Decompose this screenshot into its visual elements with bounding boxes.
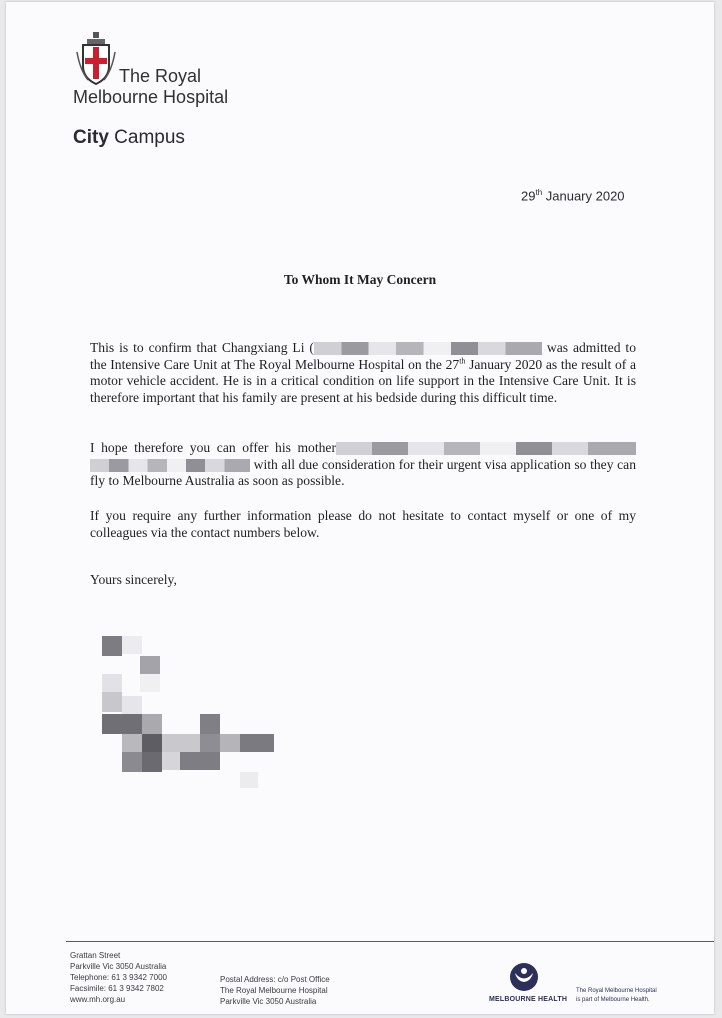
hospital-name-line1: The Royal — [119, 66, 202, 86]
date-day: 29 — [521, 188, 536, 204]
campus-bold: City — [73, 127, 109, 148]
p1-part-b: was admitted to the Intensive Care Unit at The Royal Melbourne Hospital on the 27 — [90, 340, 637, 372]
hospital-crest-icon — [76, 30, 116, 88]
postal-line: Postal Address: c/o Post Office — [220, 975, 330, 984]
paragraph-3: If you require any further information please do not hesitate to contact myself or one of my colleagues via the contact numbers below. — [90, 508, 636, 540]
campus-title — [73, 127, 185, 149]
letter-subject: To Whom It May Concern — [283, 272, 437, 287]
footer-address-line: Parkville Vic 3050 Australia — [70, 962, 167, 971]
date-rest: January 2020 — [542, 188, 625, 204]
letter-page — [6, 2, 714, 1014]
closing-line: Yours sincerely, — [90, 572, 177, 587]
footer-divider — [66, 941, 714, 942]
paragraph-1 — [90, 340, 636, 406]
p1-sup: th — [459, 355, 466, 365]
footer-postal-block — [220, 974, 330, 1007]
p1-part-c: January 2020 as the result of a motor vehicle accident. He is in a critical condition on life support in the Intensive Care Unit. It is therefore important that his family are present at his bedside during this difficult time. — [90, 356, 636, 405]
footer-address-block — [70, 950, 167, 1005]
p2-part-a: I hope therefore you can offer his mother — [90, 440, 336, 455]
redacted-block — [336, 442, 636, 455]
footer-address-line: Grattan Street — [70, 951, 121, 960]
signature-pixelated — [96, 630, 276, 792]
melbourne-health-logo-icon — [509, 962, 539, 992]
paragraph-2 — [90, 440, 636, 490]
affiliation-line: The Royal Melbourne Hospital — [576, 988, 657, 994]
affiliation-line: is part of Melbourne Health. — [576, 997, 650, 1003]
postal-line: The Royal Melbourne Hospital — [220, 986, 328, 995]
postal-line: Parkville Vic 3050 Australia — [220, 997, 317, 1006]
footer-website: www.mh.org.au — [70, 995, 126, 1004]
hospital-name-line2: Melbourne Hospital — [73, 87, 229, 107]
footer-affiliation — [576, 987, 657, 1005]
redacted-block — [90, 459, 250, 472]
p2-part-b: with all due consideration for their urgent visa application so they can fly to Melbourne Australia as soon as possible. — [90, 456, 636, 488]
p1-part-a: This is to confirm that Changxiang Li ( — [90, 340, 314, 355]
footer-facsimile: Facsimile: 61 3 9342 7802 — [70, 984, 164, 993]
date-suffix: th — [535, 188, 543, 197]
campus-rest: Campus — [108, 127, 185, 148]
melbourne-health-brand: MELBOURNE HEALTH — [489, 996, 568, 1003]
redacted-block — [314, 342, 542, 355]
letter-date — [521, 188, 625, 203]
footer-telephone: Telephone: 61 3 9342 7000 — [70, 973, 167, 982]
